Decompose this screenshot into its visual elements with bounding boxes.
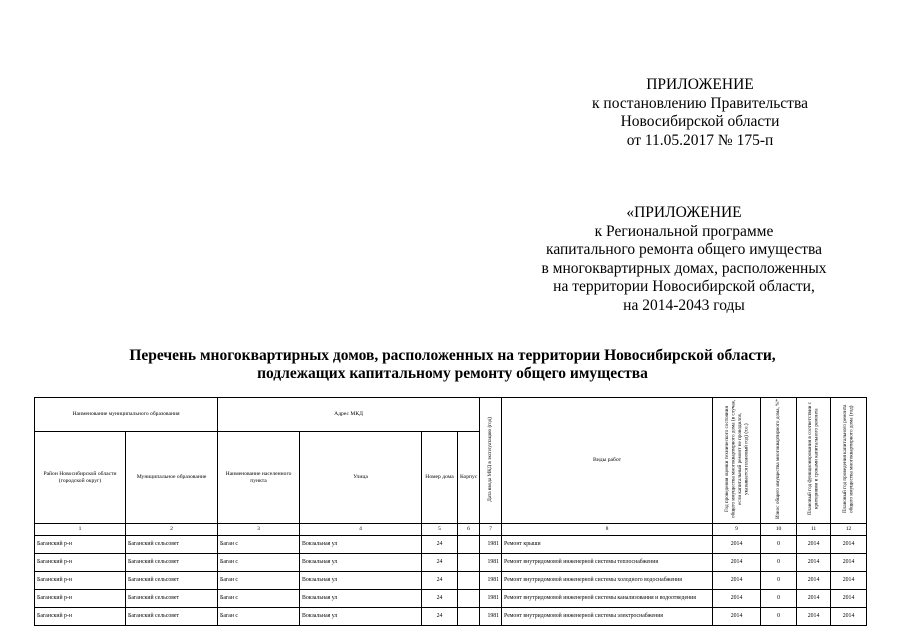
column-number: 3: [218, 524, 300, 536]
header-col11-text: Плановый год функционирования в соответствии с критериями и сроками капитального ремонта: [807, 402, 820, 516]
table-row: [35, 554, 867, 572]
annex2-line: на 2014-2043 годы: [623, 296, 745, 314]
header-col12: [831, 398, 867, 524]
column-number: 11: [797, 524, 831, 536]
cell-works: Ремонт крыши: [502, 536, 713, 554]
cell-col10: 0: [761, 572, 797, 590]
header-col10: [761, 398, 797, 524]
table-row: [35, 608, 867, 626]
cell-district: Баганский р-н: [35, 554, 126, 572]
cell-year: 1981: [480, 608, 502, 626]
cell-street: Вокзальная ул: [300, 572, 422, 590]
annex2-line: капитального ремонта общего имущества: [546, 241, 822, 259]
cell-col10: 0: [761, 608, 797, 626]
annex2-line: к Региональной программе: [594, 222, 774, 240]
header-street: Улица: [300, 432, 422, 524]
cell-works: Ремонт внутридомовой инженерной системы канализования и водоотведения: [502, 590, 713, 608]
cell-year: 1981: [480, 572, 502, 590]
cell-locality: Баган с: [218, 572, 300, 590]
cell-municipal-formation: Баганский сельсовет: [126, 590, 218, 608]
table-row: [35, 536, 867, 554]
cell-house-no: 24: [422, 536, 458, 554]
cell-year: 1981: [480, 536, 502, 554]
cell-works: Ремонт внутридомовой инженерной системы холодного водоснабжения: [502, 572, 713, 590]
cell-building: [458, 608, 480, 626]
cell-street: Вокзальная ул: [300, 590, 422, 608]
header-district: Район Новосибирской области (городской округ): [35, 432, 126, 524]
cell-street: Вокзальная ул: [300, 608, 422, 626]
header-year: [480, 398, 502, 524]
column-number: 1: [35, 524, 126, 536]
annex-header-resolution: [540, 76, 860, 150]
cell-street: Вокзальная ул: [300, 554, 422, 572]
column-number: 7: [480, 524, 502, 536]
cell-municipal-formation: Баганский сельсовет: [126, 572, 218, 590]
cell-col12: 2014: [831, 572, 867, 590]
cell-col9: 2014: [713, 572, 761, 590]
header-col10-text: Износ общего имущества многоквартирного дома, %*: [775, 398, 782, 519]
header-address: Адрес МКД: [218, 398, 480, 432]
header-house-no: Номер дома: [422, 432, 458, 524]
cell-municipal-formation: Баганский сельсовет: [126, 608, 218, 626]
cell-locality: Баган с: [218, 590, 300, 608]
cell-col12: 2014: [831, 608, 867, 626]
cell-col9: 2014: [713, 536, 761, 554]
cell-building: [458, 590, 480, 608]
cell-works: Ремонт внутридомовой инженерной системы теплоснабжения: [502, 554, 713, 572]
cell-col11: 2014: [797, 590, 831, 608]
document-title-line: подлежащих капитальному ремонту общего имущества: [257, 365, 648, 382]
cell-col11: 2014: [797, 608, 831, 626]
cell-col12: 2014: [831, 536, 867, 554]
houses-table: [34, 397, 867, 626]
cell-col12: 2014: [831, 590, 867, 608]
column-number: 8: [502, 524, 713, 536]
cell-year: 1981: [480, 554, 502, 572]
annex2-line: на территории Новосибирской области,: [553, 278, 815, 296]
cell-col9: 2014: [713, 590, 761, 608]
column-number: 12: [831, 524, 867, 536]
cell-building: [458, 572, 480, 590]
cell-house-no: 24: [422, 608, 458, 626]
header-col12-text: Плановый год проведения капитального ремонта общего имущества многоквартирного дома (год): [842, 404, 855, 514]
document-title: [60, 347, 845, 383]
column-number: 6: [458, 524, 480, 536]
cell-house-no: 24: [422, 554, 458, 572]
header-works: Виды работ: [502, 398, 713, 524]
cell-district: Баганский р-н: [35, 536, 126, 554]
header-municipal-formation: Муниципальное образование: [126, 432, 218, 524]
column-number: 5: [422, 524, 458, 536]
document-title-line: Перечень многоквартирных домов, расположенных на территории Новосибирской области,: [129, 347, 776, 364]
cell-locality: Баган с: [218, 608, 300, 626]
column-number: 2: [126, 524, 218, 536]
cell-district: Баганский р-н: [35, 608, 126, 626]
header-municipality: Наименование муниципального образования: [35, 398, 218, 432]
header-year-text: Дата ввода МКД в эксплуатацию (год): [487, 416, 494, 502]
header-col9: [713, 398, 761, 524]
header-col11: [797, 398, 831, 524]
column-number: 4: [300, 524, 422, 536]
cell-works: Ремонт внутридомовой инженерной системы электроснабжения: [502, 608, 713, 626]
cell-col9: 2014: [713, 608, 761, 626]
cell-col10: 0: [761, 554, 797, 572]
cell-col12: 2014: [831, 554, 867, 572]
cell-street: Вокзальная ул: [300, 536, 422, 554]
cell-col11: 2014: [797, 572, 831, 590]
cell-col11: 2014: [797, 554, 831, 572]
annex1-line: к постановлению Правительства: [592, 94, 808, 112]
cell-year: 1981: [480, 590, 502, 608]
cell-locality: Баган с: [218, 536, 300, 554]
cell-district: Баганский р-н: [35, 590, 126, 608]
annex2-line: «ПРИЛОЖЕНИЕ: [626, 204, 742, 221]
column-number: 10: [761, 524, 797, 536]
annex1-line: Новосибирской области: [620, 113, 780, 131]
cell-municipal-formation: Баганский сельсовет: [126, 554, 218, 572]
cell-building: [458, 536, 480, 554]
cell-building: [458, 554, 480, 572]
cell-municipal-formation: Баганский сельсовет: [126, 536, 218, 554]
cell-locality: Баган с: [218, 554, 300, 572]
table-row: [35, 572, 867, 590]
cell-col9: 2014: [713, 554, 761, 572]
table-row: [35, 590, 867, 608]
cell-house-no: 24: [422, 590, 458, 608]
cell-col11: 2014: [797, 536, 831, 554]
cell-col10: 0: [761, 536, 797, 554]
header-col9-text: Год проведения оценки технического состояния общего имущества многоквартирного дома (в случае, если капитальный ремонт не проводился, указывается плановый год) (т.е.): [723, 399, 750, 519]
column-number: 9: [713, 524, 761, 536]
column-numbers-row: [35, 524, 867, 536]
annex2-line: в многоквартирных домах, расположенных: [541, 259, 827, 277]
cell-house-no: 24: [422, 572, 458, 590]
cell-district: Баганский р-н: [35, 572, 126, 590]
annex-header-program: [524, 204, 844, 316]
annex1-line: ПРИЛОЖЕНИЕ: [646, 76, 754, 93]
annex1-line: от 11.05.2017 № 175-п: [626, 131, 774, 149]
header-locality: Наименование населенного пункта: [218, 432, 300, 524]
cell-col10: 0: [761, 590, 797, 608]
header-building: Корпус: [458, 432, 480, 524]
